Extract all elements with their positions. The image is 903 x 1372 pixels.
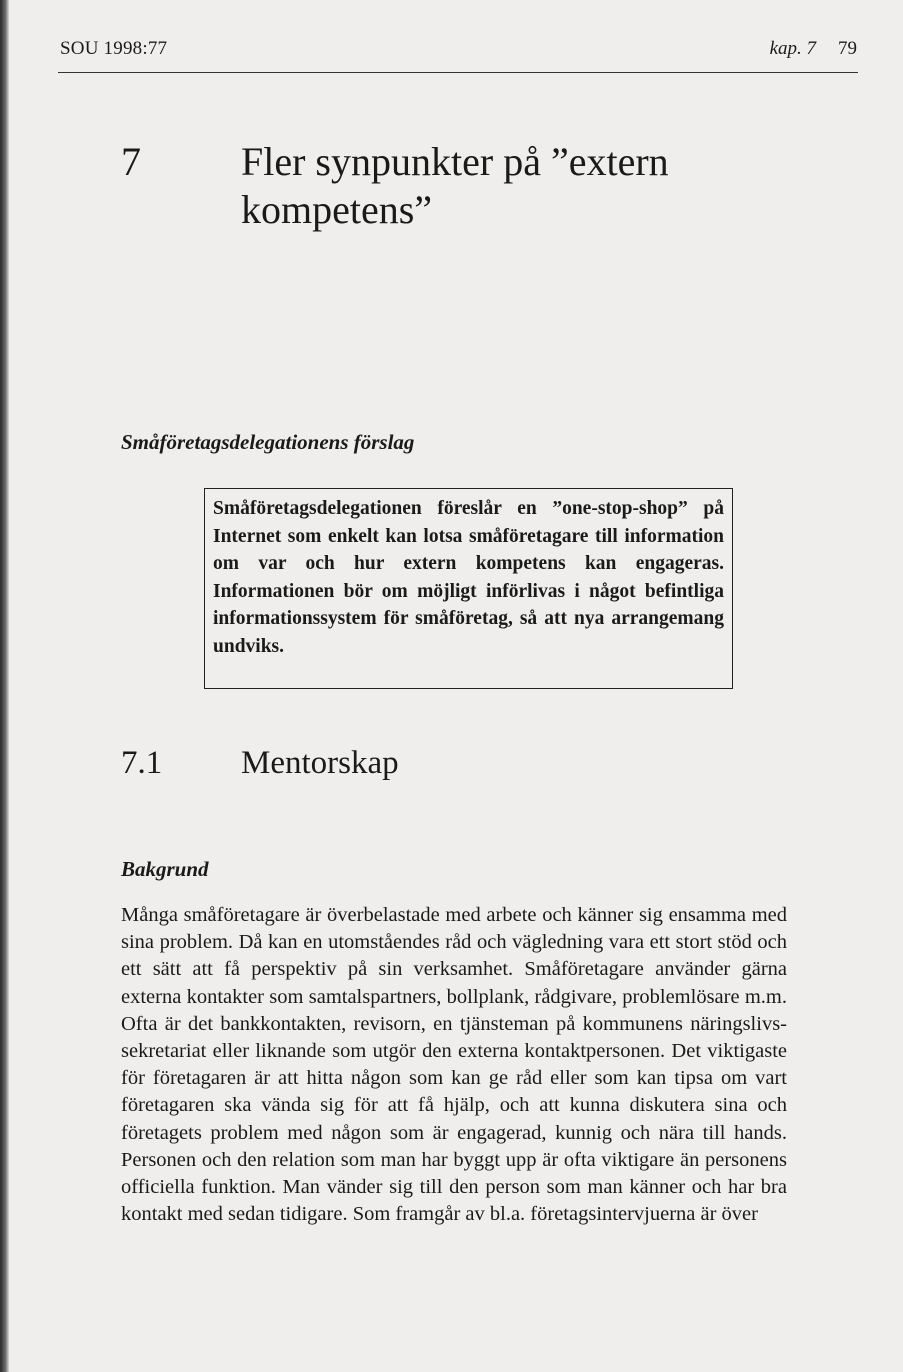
running-head-chapter: kap. 7 xyxy=(769,38,816,59)
section-number: 7.1 xyxy=(121,745,163,781)
proposal-heading: Småföretagsdelegationens förslag xyxy=(121,430,415,454)
running-head-right xyxy=(770,38,857,60)
proposal-text: Småföretagsdelegationen föreslår en ”one-stop-shop” på Internet som enkelt kan lotsa småföretagare till information om var och hur extern kompetens kan engageras. Informationen bör om möjligt införlivas i något befintliga informationssystem för småföretag, så att nya arrangemang undviks. xyxy=(213,498,724,657)
chapter-number: 7 xyxy=(121,139,141,184)
page-binding-edge xyxy=(0,0,9,1372)
section-title: Mentorskap xyxy=(241,745,399,781)
subsection-heading: Bakgrund xyxy=(121,857,209,881)
body-paragraph: Många småföretagare är överbelastade med arbete och känner sig ensamma med sina problem. Då kan en utomståendes råd och vägledning vara ett stort stöd och ett sätt att få perspektiv på sin verksamhet. Småföretagare använder gärna externa kontakter som samtalspartners, bollplank, rådgivare, problemlösare m.m. Ofta är det bankkontakten, revisorn, en tjänsteman på kommunens näringslivs-sekretariat eller liknande som utgör den externa kontaktpersonen. Det viktigaste för företagaren är att hitta någon som kan ge råd eller som kan tipsa om vart företagaren ska vända sig för att få hjälp, och att kunna diskutera sina och företagets problem med någon som är engagerad, kunnig och nära till hands. Personen och den relation som man har byggt upp är ofta viktigare än personens officiella funktion. Man vänder sig till den person som man känner och har bra kontakt med sedan tidigare. Som framgår av bl.a. företagsintervjuerna är över xyxy=(121,904,787,1226)
chapter-title: Fler synpunkter på ”extern kompetens” xyxy=(241,139,669,232)
page-number: 79 xyxy=(838,38,857,59)
proposal-box xyxy=(204,488,733,689)
running-head-publication: SOU 1998:77 xyxy=(60,38,168,59)
header-rule xyxy=(58,72,858,73)
